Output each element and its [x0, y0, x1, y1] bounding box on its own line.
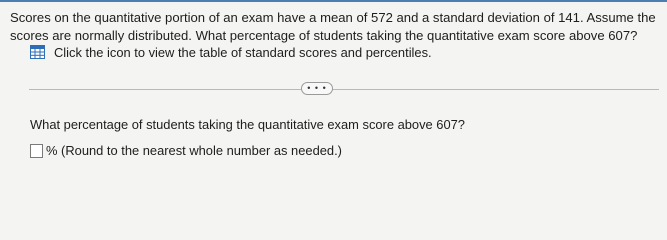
more-options-handle[interactable]: • • •: [301, 82, 333, 95]
section-divider: [29, 89, 659, 90]
answer-instructions: % (Round to the nearest whole number as needed.): [46, 143, 342, 158]
table-icon-graphic: [30, 45, 45, 59]
subquestion-text: What percentage of students taking the quantitative exam score above 607?: [30, 117, 465, 132]
answer-row: [30, 142, 342, 159]
hint-text: Click the icon to view the table of standard scores and percentiles.: [54, 44, 432, 60]
table-icon[interactable]: [30, 45, 45, 59]
answer-input[interactable]: [30, 144, 43, 158]
top-accent-rule: [0, 0, 667, 2]
question-text: Scores on the quantitative portion of an exam have a mean of 572 and a standard deviation of 141. Assume the scores are normally distributed. What percentage of students taking the quantitative exam score above 607?: [10, 10, 656, 43]
table-hint: [30, 44, 432, 60]
